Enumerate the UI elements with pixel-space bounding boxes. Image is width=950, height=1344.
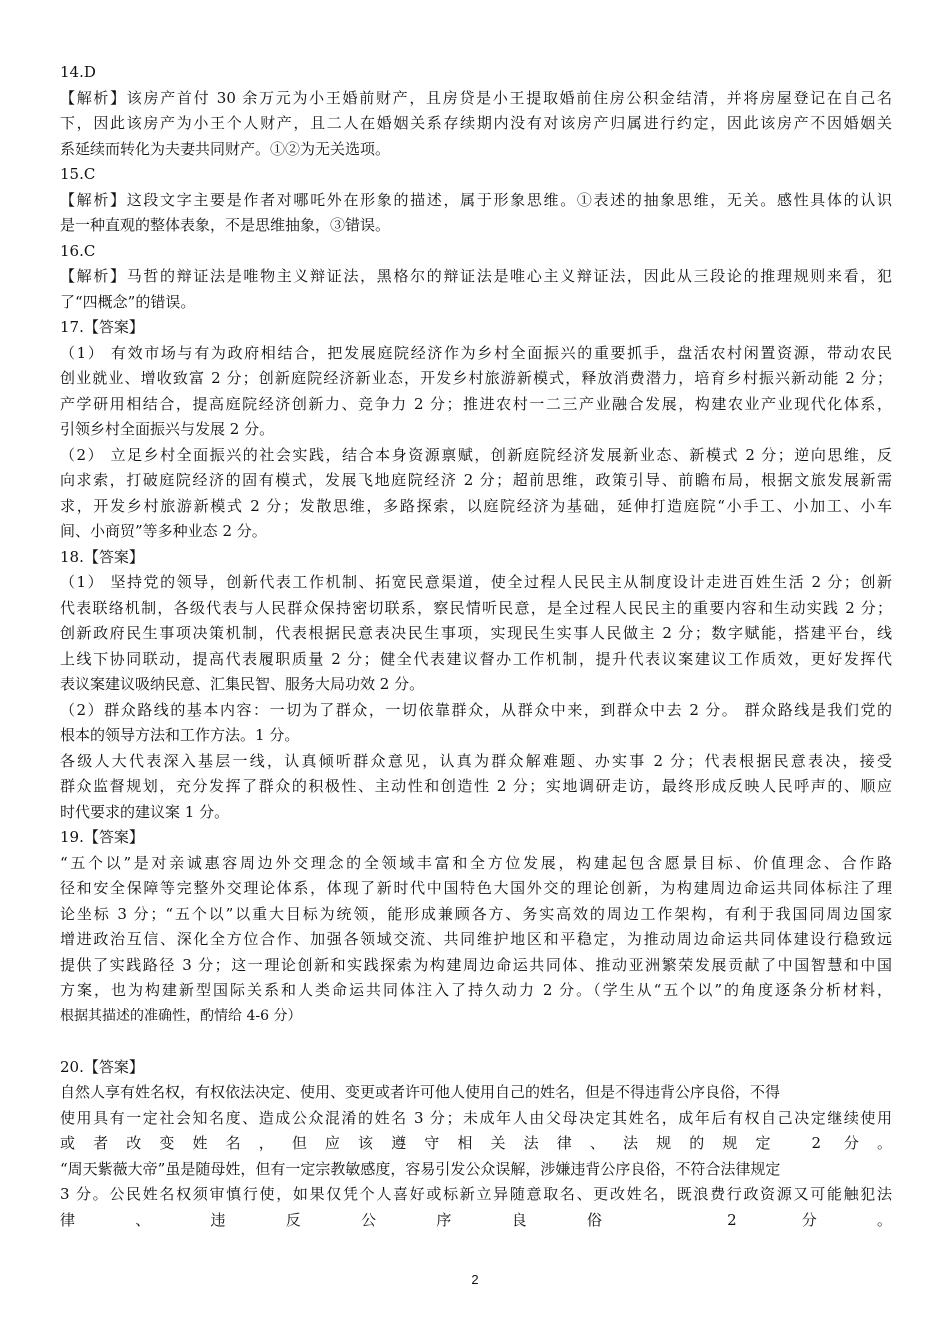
text-line: 【解析】马哲的辩证法是唯物主义辩证法，黑格尔的辩证法是唯心主义辩证法，因此从三段论的推理规则来看，犯 bbox=[60, 267, 892, 285]
text-line: 19.【答案】 bbox=[60, 828, 144, 846]
text-line: 下，因此该房产为小王个人财产，且二人在婚姻关系存续期内没有对该房产归属进行约定，因此该房产不因婚姻关 bbox=[60, 114, 892, 132]
text-line: 或者改变姓名，但应该遵守相关法律、法规的规定 2 分。 bbox=[60, 1134, 892, 1152]
text-line: 时代要求的建议案 1 分。 bbox=[60, 802, 230, 821]
text-line: 14.D bbox=[60, 63, 96, 81]
text-line: 增进政治互信、深化全方位合作、加强各领域交流、共同维护地区和平稳定，为推动周边命运共同体建设行稳致远 bbox=[60, 930, 892, 948]
text-line: 17.【答案】 bbox=[60, 318, 144, 336]
text-line: 根据其描述的准确性，酌情给 4-6 分） bbox=[60, 1007, 302, 1024]
text-line: 上线下协同联动，提高代表履职质量 2 分；健全代表建议督办工作机制，提升代表议案建议工作质效，更好发挥代 bbox=[60, 649, 892, 668]
text-line: 18.【答案】 bbox=[60, 547, 144, 566]
text-line: 论坐标 3 分；“五个以”以重大目标为统领，能形成兼顾各方、务实高效的周边工作架构，有利于我国同周边国家 bbox=[60, 904, 892, 923]
page-number: 2 bbox=[471, 1272, 479, 1287]
text-line: 引领乡村全面振兴与发展 2 分。 bbox=[60, 420, 275, 438]
text-line: 【解析】该房产首付 30 余万元为小王婚前财产，且房贷是小王提取婚前住房公积金结清，并将房屋登记在自己名 bbox=[60, 88, 892, 107]
text-line: 产学研用相结合，提高庭院经济创新力、竞争力 2 分；推进农村一二三产业融合发展，构建农业产业现代化体系， bbox=[60, 394, 892, 413]
text-line: 创新政府民生事项决策机制，代表根据民意表决民生事项，实现民生实事人民做主 2 分；数字赋能，搭建平台，线 bbox=[60, 624, 892, 642]
text-line: 20.【答案】 bbox=[60, 1057, 144, 1076]
text-line: 代表联络机制，各级代表与人民群众保持密切联系，察民情听民意，是全过程人民民主的重要内容和生动实践 2 分； bbox=[60, 598, 892, 617]
text-line: “周天紫薇大帝”虽是随母姓，但有一定宗教敏感度，容易引发公众误解，涉嫌违背公序良俗，不符合法律规定 bbox=[60, 1159, 781, 1178]
blank-line bbox=[60, 1029, 892, 1055]
text-line: 各级人大代表深入基层一线，认真倾听群众意见，认真为群众解难题、办实事 2 分；代表根据民意表决，接受 bbox=[60, 751, 892, 770]
text-line: 了“四概念”的错误。 bbox=[60, 292, 196, 311]
text-line: （1） 坚持党的领导，创新代表工作机制、拓宽民意渠道，使全过程人民民主从制度设计走进百姓生活 2 分；创新 bbox=[60, 573, 892, 591]
text-line: 群众监督规划，充分发挥了群众的积极性、主动性和创造性 2 分；实地调研走访，最终形成反映人民呼声的、顺应 bbox=[60, 777, 892, 795]
text-line: 间、小商贸”等多种业态 2 分。 bbox=[60, 522, 267, 540]
text-line: 求，开发乡村旅游新模式 2 分；发散思维，多路探索，以庭院经济为基础，延伸打造庭院“小手工、小加工、小车 bbox=[60, 496, 892, 515]
text-line: 系延续而转化为夫妻共同财产。①②为无关选项。 bbox=[60, 139, 391, 158]
text-line: 提供了实践路径 3 分；这一理论创新和实践探索为构建周边命运共同体、推动亚洲繁荣发展贡献了中国智慧和中国 bbox=[60, 955, 892, 974]
text-line: 律、违反公序良俗 2 分。 bbox=[60, 1210, 892, 1229]
text-line: 是一种直观的整体表象，不是思维抽象，③错误。 bbox=[60, 216, 391, 234]
text-line: 3 分。公民姓名权须审慎行使，如果仅凭个人喜好或标新立异随意取名、更改姓名，既浪费行政资源又可能触犯法 bbox=[60, 1185, 892, 1203]
text-line: 根本的领导方法和工作方法。1 分。 bbox=[60, 726, 300, 744]
text-line: （2） 立足乡村全面振兴的社会实践，结合本身资源禀赋，创新庭院经济发展新业态、新模式 2 分；逆向思维，反 bbox=[60, 445, 892, 464]
text-line: 方案，也为构建新型国际关系和人类命运共同体注入了持久动力 2 分。（学生从“五个以”的角度逐条分析材料， bbox=[60, 981, 892, 999]
text-line: 表议案建议吸纳民意、汇集民智、服务大局功效 2 分。 bbox=[60, 675, 425, 693]
text-line: 16.C bbox=[60, 241, 96, 260]
text-line: 【解析】这段文字主要是作者对哪吒外在形象的描述，属于形象思维。①表述的抽象思维，无关。感性具体的认识 bbox=[60, 190, 892, 209]
text-line: （2）群众路线的基本内容：一切为了群众，一切依靠群众，从群众中来，到群众中去 2 分。 群众路线是我们党的 bbox=[60, 700, 892, 719]
text-line: 向求索，打破庭院经济的固有模式，发展飞地庭院经济 2 分；超前思维，政策引导、前瞻布局，根据文旅发展新需 bbox=[60, 471, 892, 489]
text-line: 自然人享有姓名权，有权依法决定、使用、变更或者许可他人使用自己的姓名，但是不得违背公序良俗，不得 bbox=[60, 1083, 781, 1101]
text-line: （1） 有效市场与有为政府相结合，把发展庭院经济作为乡村全面振兴的重要抓手，盘活农村闲置资源，带动农民 bbox=[60, 343, 892, 362]
text-line: 15.C bbox=[60, 165, 96, 183]
text-line: “五个以”是对亲诚惠容周边外交理念的全领域丰富和全方位发展，构建起包含愿景目标、价值理念、合作路 bbox=[60, 853, 892, 872]
text-line: 创业就业、增收致富 2 分；创新庭院经济新业态，开发乡村旅游新模式，释放消费潜力，培育乡村振兴新动能 2 分； bbox=[60, 369, 892, 387]
text-line: 径和安全保障等完整外交理论体系，体现了新时代中国特色大国外交的理论创新，为构建周边命运共同体标注了理 bbox=[60, 879, 892, 897]
text-line: 使用具有一定社会知名度、造成公众混淆的姓名 3 分；未成年人由父母决定其姓名，成年后有权自己决定继续使用 bbox=[60, 1108, 892, 1127]
answer-text-body bbox=[60, 60, 892, 1233]
